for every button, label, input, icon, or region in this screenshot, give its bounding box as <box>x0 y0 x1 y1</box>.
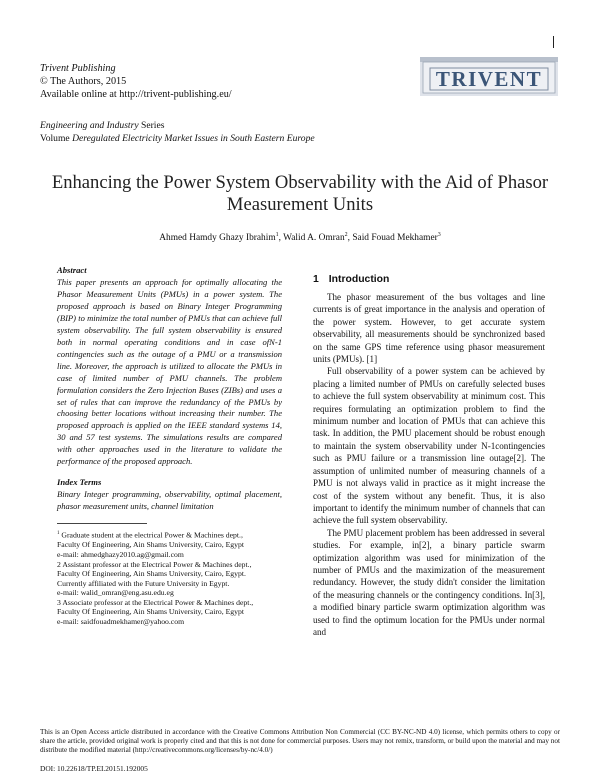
index-terms-heading: Index Terms <box>57 477 102 488</box>
index-terms-text: Binary Integer programming, observability, optimal placement, phasor measurement units, channel limitation <box>57 489 282 512</box>
intro-paragraph: Full observability of a power system can be achieved by placing a limited number of PMUs on carefully selected buses to achieve the full system observability at minimum cost. This requires formulating an optimization problem to find the minimum number and location of PMUs that can achieve this task. In addition, the PMU placement should be robust enough to maintain the system observability under N-1contingencies such as PMU failure or a transmission line outage[2]. The assumption of unlimited number of measuring channels of a PMU is not always valid in practice as it might increase the cost of the system without any benefit. Thus, it is also important to identify the minimum number of channels that can achieve the full system observability. <box>313 366 545 526</box>
abstract-heading: Abstract <box>57 265 87 275</box>
section-title: Introduction <box>328 274 390 285</box>
license-notice: This is an Open Access article distributed in accordance with the Creative Commons Attribution Non Commercial (CC BY-NC-ND 4.0) license, which permits others to copy or share the article, provided original work is properly cited and that this is not done for commercial purposes. Users may not remix, transform, or build upon the material and may not distribute the modified material (http://creativecommons.org/licenses/by-nc/4.0/) <box>40 728 560 755</box>
abstract-text: This paper presents an approach for optimally allocating the Phasor Measurement Units (PMUs) in a power system. The proposed approach is based on Binary Integer Programming (BIP) to minimize the total number of PMUs that can achieve full system observability. The full system observability is ensured both in normal operating conditions and in case ofN-1 contingencies such as the outage of a PMU or a transmission line. Moreover, the approach is utilized to allocate the PMUs in case of limited number of PMU channels. The problem formulation considers the Zero Injection Buses (ZIBs) and uses a set of rules that can improve the redundancy of the PMUs by choosing better locations without increasing their number. The proposed approach is applied on the IEEE standard systems 14, 30 and 57 test systems. The simulations results are compared with other approaches used in the literature to validate the performance of the proposed approach. <box>57 277 282 467</box>
author-mark: 3 <box>437 232 441 238</box>
availability: Available online at http://trivent-publishing.eu/ <box>40 89 232 100</box>
footnote-line: e-mail: saidfouadmekhamer@yahoo.com <box>57 617 185 627</box>
page-edge-mark <box>553 36 554 48</box>
footnote-line: e-mail: ahmedghazy2010.ag@gmail.com <box>57 549 184 559</box>
footnote-line: e-mail: walid_omran@eng.asu.edu.eg <box>57 588 174 598</box>
right-column <box>313 274 545 638</box>
volume-title: Deregulated Electricity Market Issues in South Eastern Europe <box>72 132 315 144</box>
volume-line <box>40 133 315 146</box>
publisher-name: Trivent Publishing <box>40 63 116 74</box>
footnote-line: Currently affiliated with the Future University in Egypt. <box>57 578 230 588</box>
footnote-line: 2 Assistant professor at the Electrical Power & Machines dept., <box>57 559 252 569</box>
footnote-line: 3 Associate professor at the Electrical Power & Machines dept., <box>57 597 254 607</box>
author-list <box>40 232 560 243</box>
copyright: © The Authors, 2015 <box>40 76 127 87</box>
series-name: Engineering and Industry <box>40 120 139 131</box>
left-column <box>57 265 282 627</box>
footnote-3 <box>57 598 282 627</box>
footnote-line: Faculty Of Engineering, Ain Shams University, Cairo, Egypt <box>57 540 244 550</box>
footnote-line: Faculty Of Engineering, Ain Shams University, Cairo, Egypt <box>57 607 244 617</box>
author-name: Said Fouad Mekhamer <box>352 233 438 244</box>
footnote-1 <box>57 529 282 559</box>
author-name: Walid A. Omran <box>283 233 345 244</box>
series-suffix: Series <box>138 120 165 131</box>
author-mark: 1 <box>275 232 279 238</box>
publisher-header <box>40 62 232 101</box>
footnote-line: $^1$ Graduate student at the electrical Power & Machines dept., <box>57 530 243 540</box>
footnote-2 <box>57 560 282 598</box>
section-number: 1 <box>313 274 319 285</box>
doi: DOI: 10.22618/TP.EI.20151.192005 <box>40 764 148 773</box>
logo-wordmark: TRIVENT <box>435 67 543 91</box>
paper-title: Enhancing the Power System Observability with the Aid of Phasor Measurement Units <box>51 172 549 215</box>
author-separator: , <box>347 233 353 244</box>
volume-prefix: Volume <box>40 132 73 144</box>
trivent-logo <box>420 54 558 96</box>
footnote-line: Faculty Of Engineering, Ain Shams University, Cairo, Egypt. <box>57 569 246 579</box>
author-mark: 2 <box>344 232 348 238</box>
intro-paragraph: The PMU placement problem has been addressed in several studies. For example, in[2], a binary particle swarm optimization algorithm was used for minimization of the number of PMUs and the maximization of the measurement redundancy. However, the study didn't consider the limitation of the measuring channels or the contingency conditions. In[3], a modified binary particle swarm optimization algorithm was used to find the optimum location for the PMUs under normal and <box>313 527 545 637</box>
author-separator: , <box>278 233 284 244</box>
author-name: Ahmed Hamdy Ghazy Ibrahim <box>159 233 276 244</box>
footnote-divider <box>57 523 147 524</box>
intro-paragraph: The phasor measurement of the bus voltages and line currents is of great importance in the analysis and operation of the power system. However, to get accurate system observability, all measurements should be synchronized based on the same GPS time reference using phasor measurement units (PMUs). [1] <box>313 292 545 365</box>
footnote-mark: 1 <box>57 531 60 537</box>
series-line <box>40 120 315 133</box>
series-info <box>40 120 315 145</box>
introduction-heading <box>313 274 545 285</box>
